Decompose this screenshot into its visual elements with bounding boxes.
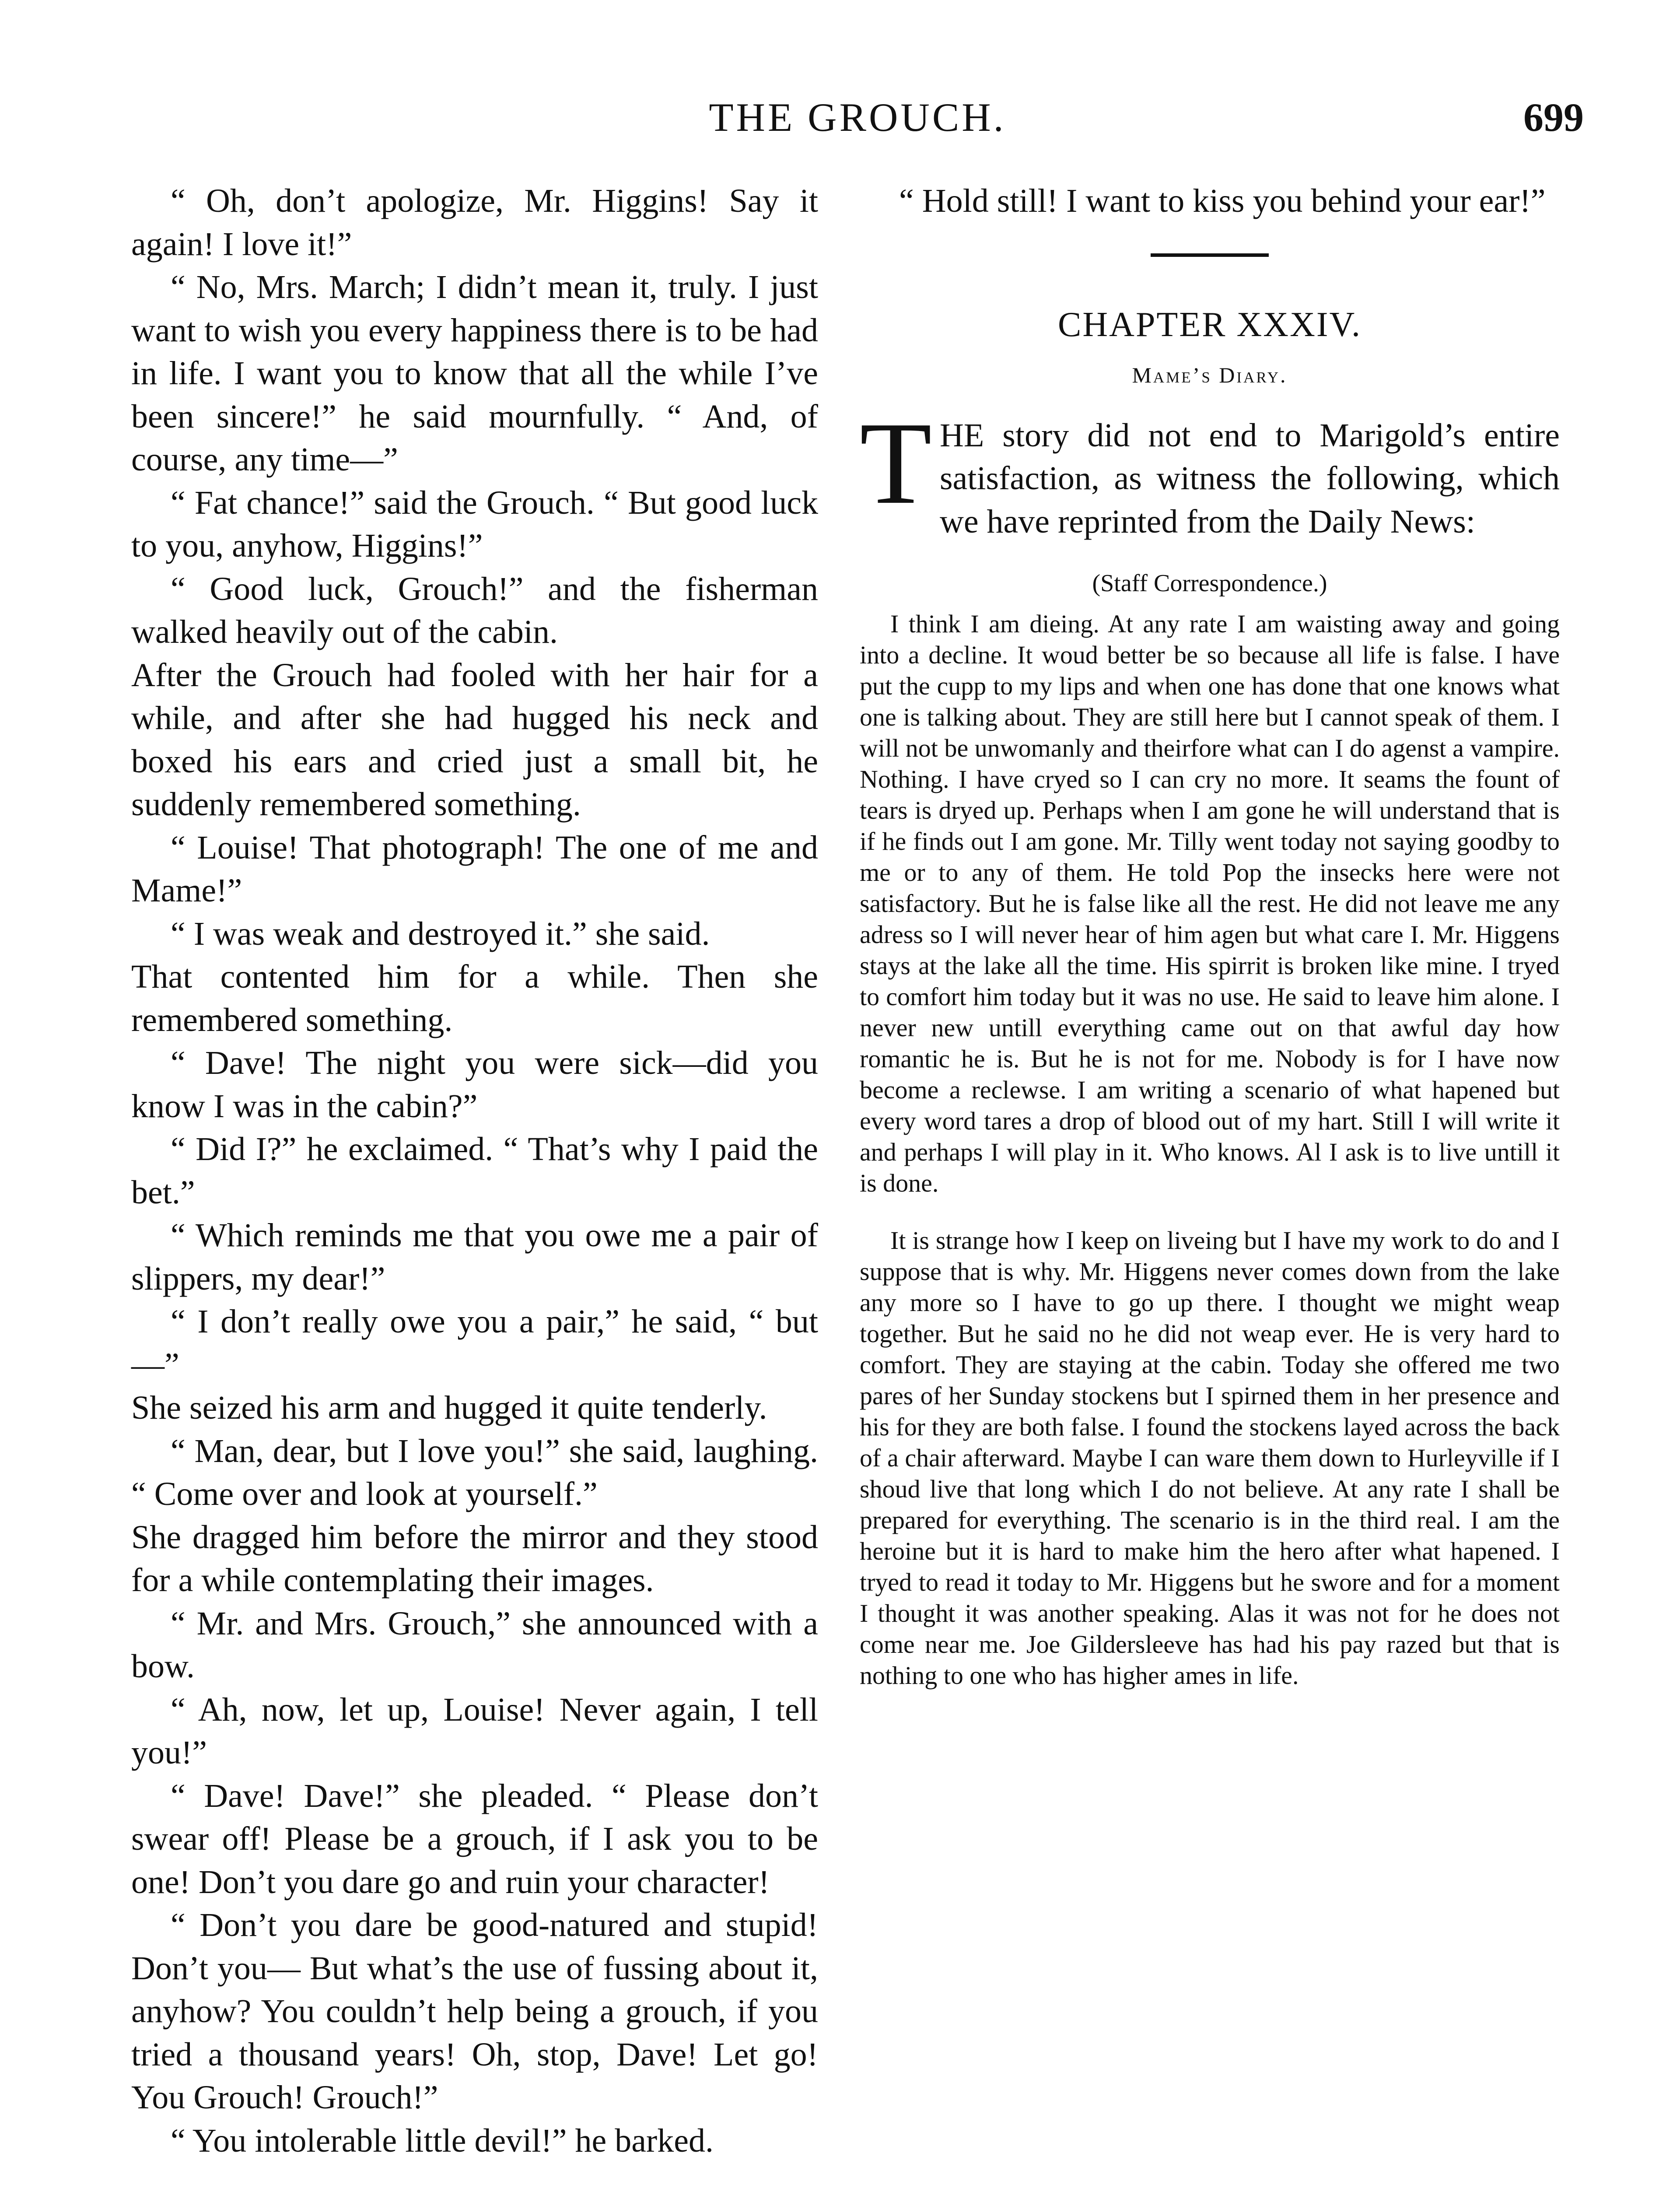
diary-paragraph: It is strange how I keep on liveing but I have my work to do and I suppose that is why. Mr. Higgens never comes down from the lake any more so I have to go up there. I thought we might weap together. But he said no he did not weap ever. He is very hard to comfort. They are staying at the cabin. Today she offered me two pares of her Sunday stockens but I spirned them in her presence and his for they are both false. I found the stockens layed across the back of a chair afterward. Maybe I can ware them down to Hurleyville if I shoud live that long which I do not believe. At any rate I shall be prepared for everything. The scenario is in the third real. I am the heroine but it is hard to make him the hero after what hapened. I tryed to read it today to Mr. Higgens but he swore and for a moment I thought it was another speaking. Alas it was not for he does not come near me. Joe Gildersleeve has had his pay razed but that is nothing to one who has higher ames in life. [860, 1226, 1560, 1690]
paragraph: “ You intolerable little devil!” he barked. [171, 2122, 714, 2159]
chapter-subtitle: Mame’s Diary. [1132, 362, 1288, 387]
page-header [131, 94, 1584, 155]
paragraph: “ Mr. and Mrs. Grouch,” she announced with a bow. [131, 1605, 818, 1685]
drop-cap: T [860, 397, 932, 529]
diary-paragraph: I think I am dieing. At any rate I am waisting away and going into a decline. It woud better be so because all life is false. I have put the cupp to my lips and when one has done that one knows what one is talking about. They are still here but I cannot speak of them. I will not be unwomanly and theirfore what can I do agenst a vampire. Nothing. I have cryed so I can cry no more. It seams the fount of tears is dryed up. Perhaps when I am gone he will understand that is if he finds out I am gone. Mr. Tilly went today not saying goodby to me or to any of them. He told Pop the insecks here were not satisfactory. But he is false like all the rest. He did not leave me any adress so I will never hear of him agen but what care I. Mr. Higgens stays at the lake all the time. His spirrit is broken like mine. I tryed to comfort him today but it was no use. He said to leave him alone. I never new untill everything came out on that awful day how romantic he is. But he is not for me. Nobody is for I have now become a reclewse. I am writing a scenario of what hapened but every word tares a drop of blood out of my hart. Still I will write it and perhaps I will play in it. Who knows. Al I ask is to live untill it is done. [860, 610, 1560, 1197]
paragraph: “ Did I?” he exclaimed. “ That’s why I paid the bet.” [131, 1131, 818, 1211]
paragraph: She dragged him before the mirror and they stood for a while contemplating their images. [131, 1518, 818, 1599]
right-column [860, 179, 1560, 1691]
intro-paragraph [860, 397, 1560, 543]
paragraph: “ Oh, don’t apologize, Mr. Higgins! Say it again! I love it!” [131, 182, 818, 263]
paragraph: “ Louise! That photograph! The one of me and Mame!” [131, 829, 818, 909]
staff-correspondence-line: (Staff Correspondence.) [1092, 570, 1327, 597]
paragraph-gap [860, 1199, 1560, 1225]
paragraph: “ No, Mrs. March; I didn’t mean it, truly. I just want to wish you every happiness there is to be had in life. I want you to know that all the while I’ve been sincere!” he said mournfully. “ And, of course, any time—” [131, 269, 818, 478]
paragraph: “ Man, dear, but I love you!” she said, laughing. “ Come over and look at yourself.” [131, 1432, 818, 1512]
section-divider [1151, 253, 1269, 257]
chapter-title: CHAPTER XXXIV. [1058, 305, 1362, 344]
paragraph: “ Ah, now, let up, Louise! Never again, I tell you!” [131, 1691, 818, 1771]
paragraph: That contented him for a while. Then she remembered something. [131, 958, 818, 1038]
paragraph: “ Which reminds me that you owe me a pair of slippers, my dear!” [131, 1217, 818, 1297]
intro-text: HE story did not end to Marigold’s entire satisfaction, as witness the following, which we have reprinted from the Daily News: [939, 417, 1560, 540]
paragraph: “ Fat chance!” said the Grouch. “ But good luck to you, anyhow, Higgins!” [131, 484, 818, 564]
running-title: THE GROUCH. [709, 95, 1006, 140]
paragraph: She seized his arm and hugged it quite tenderly. [131, 1389, 767, 1426]
paragraph: “ Dave! Dave!” she pleaded. “ Please don’t swear off! Please be a grouch, if I ask you to be one! Don’t you dare go and ruin your character! [131, 1777, 818, 1900]
page-number: 699 [1523, 95, 1584, 140]
paragraph: “ Dave! The night you were sick—did you know I was in the cabin?” [131, 1045, 818, 1125]
paragraph: “ Good luck, Grouch!” and the fisherman walked heavily out of the cabin. [131, 570, 818, 650]
left-column [131, 179, 818, 2162]
paragraph: “ I don’t really owe you a pair,” he said, “ but—” [131, 1303, 818, 1383]
paragraph: “ I was weak and destroyed it.” she said. [171, 915, 710, 952]
paragraph: After the Grouch had fooled with her hair for a while, and after she had hugged his neck and boxed his ears and cried just a small bit, he suddenly remembered something. [131, 656, 818, 823]
paragraph: “ Don’t you dare be good-natured and stupid! Don’t you— But what’s the use of fussing about it, anyhow? You couldn’t help being a grouch, if you tried a thousand years! Oh, stop, Dave! Let go! You Grouch! Grouch!” [131, 1907, 818, 2116]
paragraph: “ Hold still! I want to kiss you behind your ear!” [899, 182, 1546, 219]
